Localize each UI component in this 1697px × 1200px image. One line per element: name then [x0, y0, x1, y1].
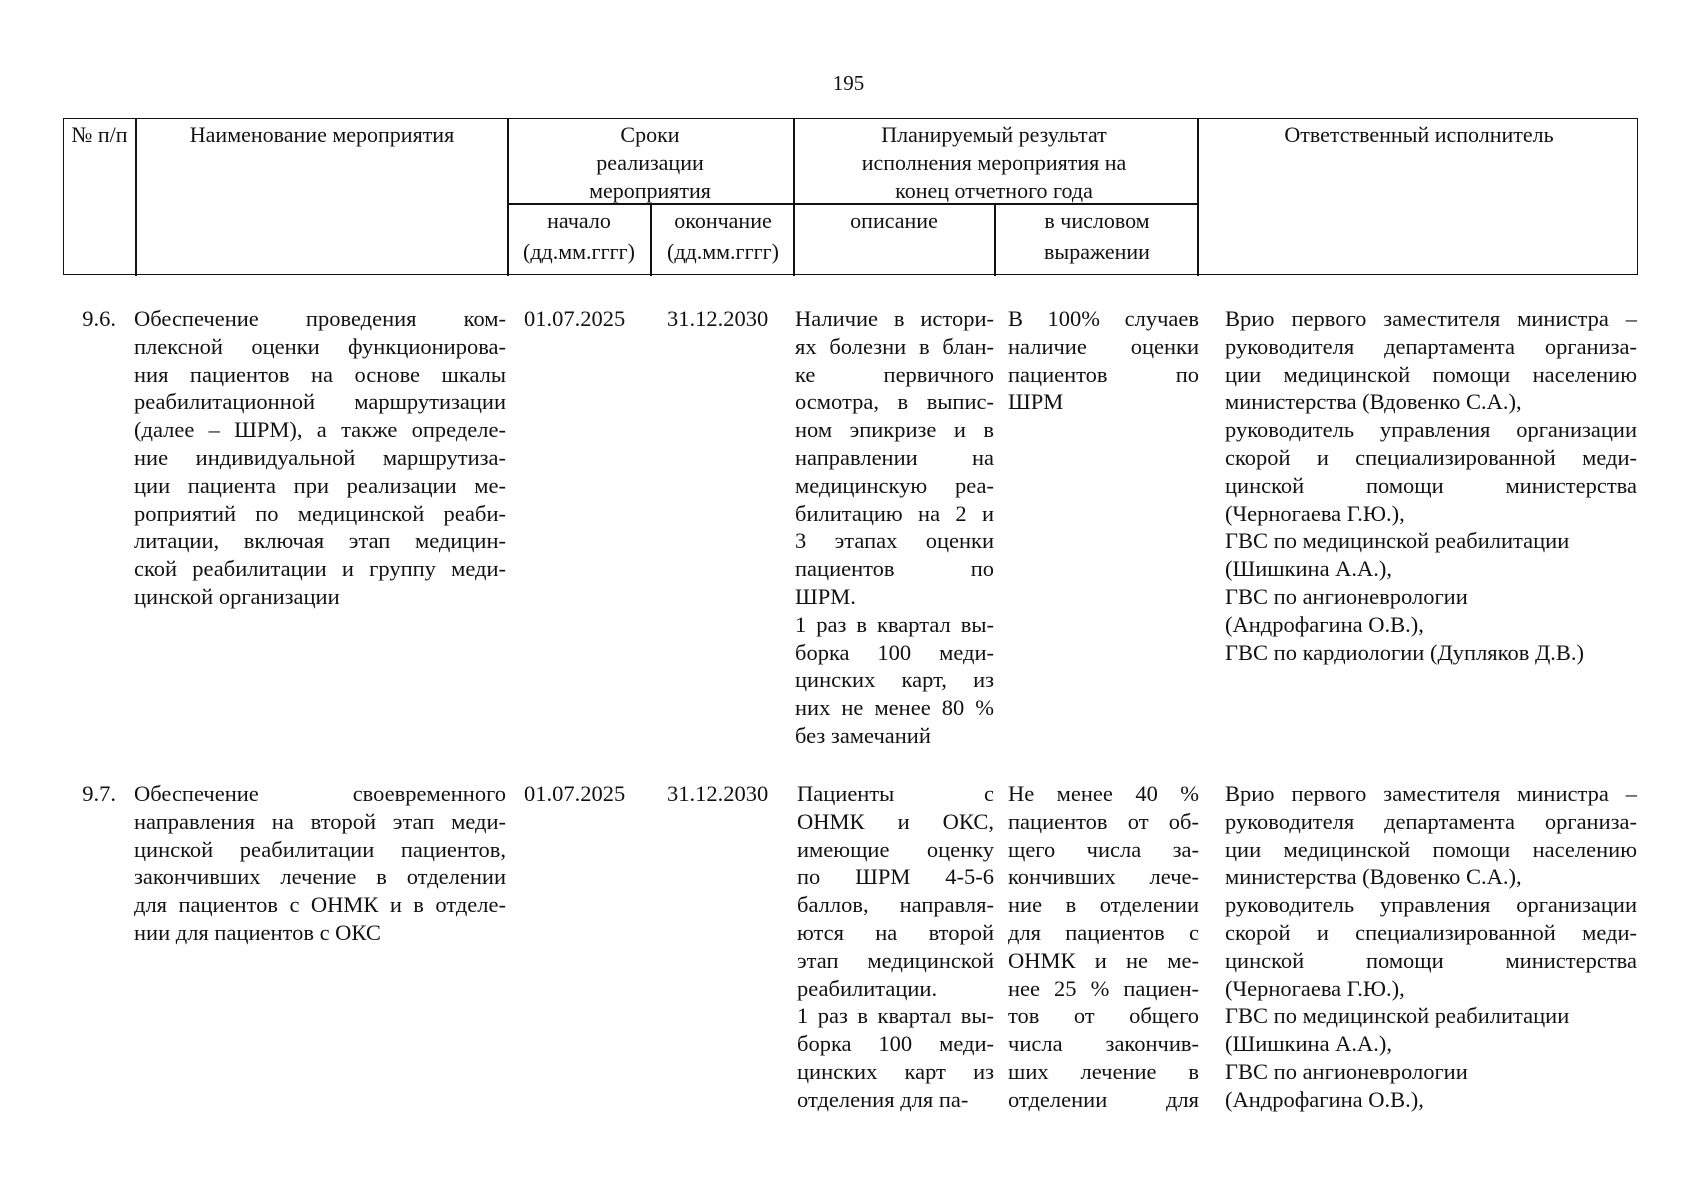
text-line: руководителя департамента организа- [1225, 808, 1637, 834]
end-date: 31.12.2030 [667, 781, 769, 806]
header-responsible: Ответственный исполнитель [1284, 122, 1554, 147]
text-line: цинской помощи министерства [1225, 947, 1637, 973]
text-line: ших лечение в [1008, 1058, 1199, 1084]
divider [507, 119, 509, 276]
text-line: литации, включая этап медицин- [134, 528, 506, 554]
text-line: ции медицинской помощи населению [1225, 836, 1637, 862]
text-line: министерства (Вдовенко С.А.), [1225, 864, 1522, 890]
header-numeric: в числовом выражении [1044, 208, 1150, 264]
text-line: без замечаний [795, 722, 931, 748]
text-line: ции медицинской помощи населению [1225, 361, 1637, 387]
text-line: наличие оценки [1008, 333, 1199, 359]
start-date: 01.07.2025 [524, 306, 626, 331]
text-line: В 100% случаев [1008, 306, 1199, 331]
row-number: 9.7. [82, 781, 116, 806]
text-line: этап медицинской [797, 947, 994, 973]
text-line: (Андрофагина О.В.), [1225, 1086, 1424, 1112]
text-line: 1 раз в квартал вы- [795, 611, 994, 637]
text-line: ШРМ [1008, 389, 1064, 415]
text-line: ГВС по медицинской реабилитации [1225, 1003, 1570, 1029]
result-description [795, 305, 994, 750]
text-line: реабилитации. [797, 975, 938, 1001]
text-line: ях болезни в блан- [795, 333, 994, 359]
text-line: нее 25 % пациен- [1008, 975, 1199, 1001]
text-line: (Черногаева Г.Ю.), [1225, 500, 1405, 526]
text-line: ГВС по ангионеврологии [1225, 1058, 1468, 1084]
text-line: ния пациентов на основе шкалы [134, 361, 506, 387]
text-line: скорой и специализированной меди- [1225, 919, 1637, 945]
text-line: руководитель управления организации [1225, 892, 1637, 918]
header-result: Планируемый результат исполнения мероприятия на конец отчетного года [861, 122, 1127, 203]
text-line: ской реабилитации и группу меди- [134, 556, 506, 582]
header-terms: Сроки реализации мероприятия [589, 122, 711, 203]
text-line: ОНМК и ОКС, [797, 808, 994, 834]
divider [135, 119, 137, 276]
divider [994, 203, 996, 276]
text-line: реабилитационной маршрутизации [134, 389, 506, 415]
start-date: 01.07.2025 [524, 781, 626, 806]
text-line: ГВС по кардиологии (Дупляков Д.В.) [1225, 639, 1585, 665]
text-line: для пациентов с [1008, 919, 1199, 945]
text-line: щего числа за- [1008, 836, 1199, 862]
text-line: нии для пациентов с ОКС [134, 919, 381, 945]
text-line: билитацию на 2 и [795, 500, 994, 526]
text-line: руководитель управления организации [1225, 417, 1637, 443]
text-line: цинской организации [134, 583, 340, 609]
text-line: борка 100 меди- [795, 639, 994, 665]
text-line: ном эпикризе и в [795, 417, 994, 443]
text-line: ОНМК и не ме- [1008, 947, 1199, 973]
text-line: Обеспечение своевременного [134, 781, 506, 806]
text-line: роприятий по медицинской реаби- [134, 500, 506, 526]
text-line: для пациентов с ОНМК и в отделе- [134, 892, 506, 918]
text-line: скорой и специализированной меди- [1225, 444, 1637, 470]
text-line: ШРМ. [795, 583, 856, 609]
text-line: Врио первого заместителя министра – [1225, 306, 1637, 331]
text-line: 1 раз в квартал вы- [797, 1003, 994, 1029]
text-line: цинских карт из [797, 1058, 994, 1084]
text-line: (Шишкина А.А.), [1225, 1031, 1393, 1057]
text-line: осмотра, в выпис- [795, 389, 994, 415]
header-start: начало (дд.мм.гггг) [523, 208, 635, 264]
text-line: цинской реабилитации пациентов, [134, 836, 506, 862]
text-line: пациентов по [1008, 361, 1199, 387]
text-line: отделении для [1008, 1086, 1199, 1112]
text-line: Не менее 40 % [1008, 781, 1199, 806]
text-line: цинской помощи министерства [1225, 472, 1637, 498]
divider [1197, 119, 1199, 276]
text-line: них не менее 80 % [795, 695, 994, 721]
result-description [797, 780, 994, 1114]
text-line: ние индивидуальной маршрутиза- [134, 444, 506, 470]
text-line: цинских карт, из [795, 667, 994, 693]
header-desc: описание [850, 208, 938, 233]
text-line: по ШРМ 4-5-6 [797, 864, 994, 890]
result-numeric [1008, 780, 1199, 1114]
text-line: министерства (Вдовенко С.А.), [1225, 389, 1522, 415]
text-line: направления на второй этап меди- [134, 808, 506, 834]
header-name: Наименование мероприятия [189, 122, 455, 147]
table-header [63, 118, 1638, 275]
text-line: (Андрофагина О.В.), [1225, 611, 1424, 637]
event-name [134, 780, 506, 947]
text-line: ции пациента при реализации ме- [134, 472, 506, 498]
text-line: направлении на [795, 444, 994, 470]
header-end: окончание (дд.мм.гггг) [667, 208, 779, 264]
text-line: закончивших лечение в отделении [134, 864, 506, 890]
event-name [134, 305, 506, 611]
result-numeric [1008, 305, 1199, 416]
text-line: плексной оценки функционирова- [134, 333, 506, 359]
text-line: ние в отделении [1008, 892, 1199, 918]
text-line: ГВС по медицинской реабилитации [1225, 528, 1570, 554]
text-line: ГВС по ангионеврологии [1225, 583, 1468, 609]
text-line: числа закончив- [1008, 1031, 1199, 1057]
text-line: баллов, направля- [797, 892, 994, 918]
header-num: № п/п [71, 122, 128, 147]
responsible-executor [1225, 780, 1637, 1114]
text-line: 3 этапах оценки [795, 528, 994, 554]
text-line: (Черногаева Г.Ю.), [1225, 975, 1405, 1001]
text-line: борка 100 меди- [797, 1031, 994, 1057]
text-line: пациентов по [795, 556, 994, 582]
text-line: Обеспечение проведения ком- [134, 306, 506, 331]
responsible-executor [1225, 305, 1637, 666]
text-line: отделения для па- [797, 1086, 969, 1112]
text-line: имеющие оценку [797, 836, 994, 862]
text-line: ются на второй [797, 919, 994, 945]
divider [650, 203, 652, 276]
text-line: (Шишкина А.А.), [1225, 556, 1393, 582]
divider [793, 119, 795, 276]
text-line: кончивших лече- [1008, 864, 1199, 890]
text-line: медицинскую реа- [795, 472, 994, 498]
text-line: пациентов от об- [1008, 808, 1199, 834]
text-line: (далее – ШРМ), а также определе- [134, 417, 506, 443]
row-number: 9.6. [82, 306, 116, 331]
page-number: 195 [832, 71, 865, 95]
text-line: тов от общего [1008, 1003, 1199, 1029]
text-line: Врио первого заместителя министра – [1225, 781, 1637, 806]
text-line: Наличие в истори- [795, 306, 994, 331]
end-date: 31.12.2030 [667, 306, 769, 331]
text-line: Пациенты с [797, 781, 994, 806]
text-line: руководителя департамента организа- [1225, 333, 1637, 359]
text-line: ке первичного [795, 361, 994, 387]
